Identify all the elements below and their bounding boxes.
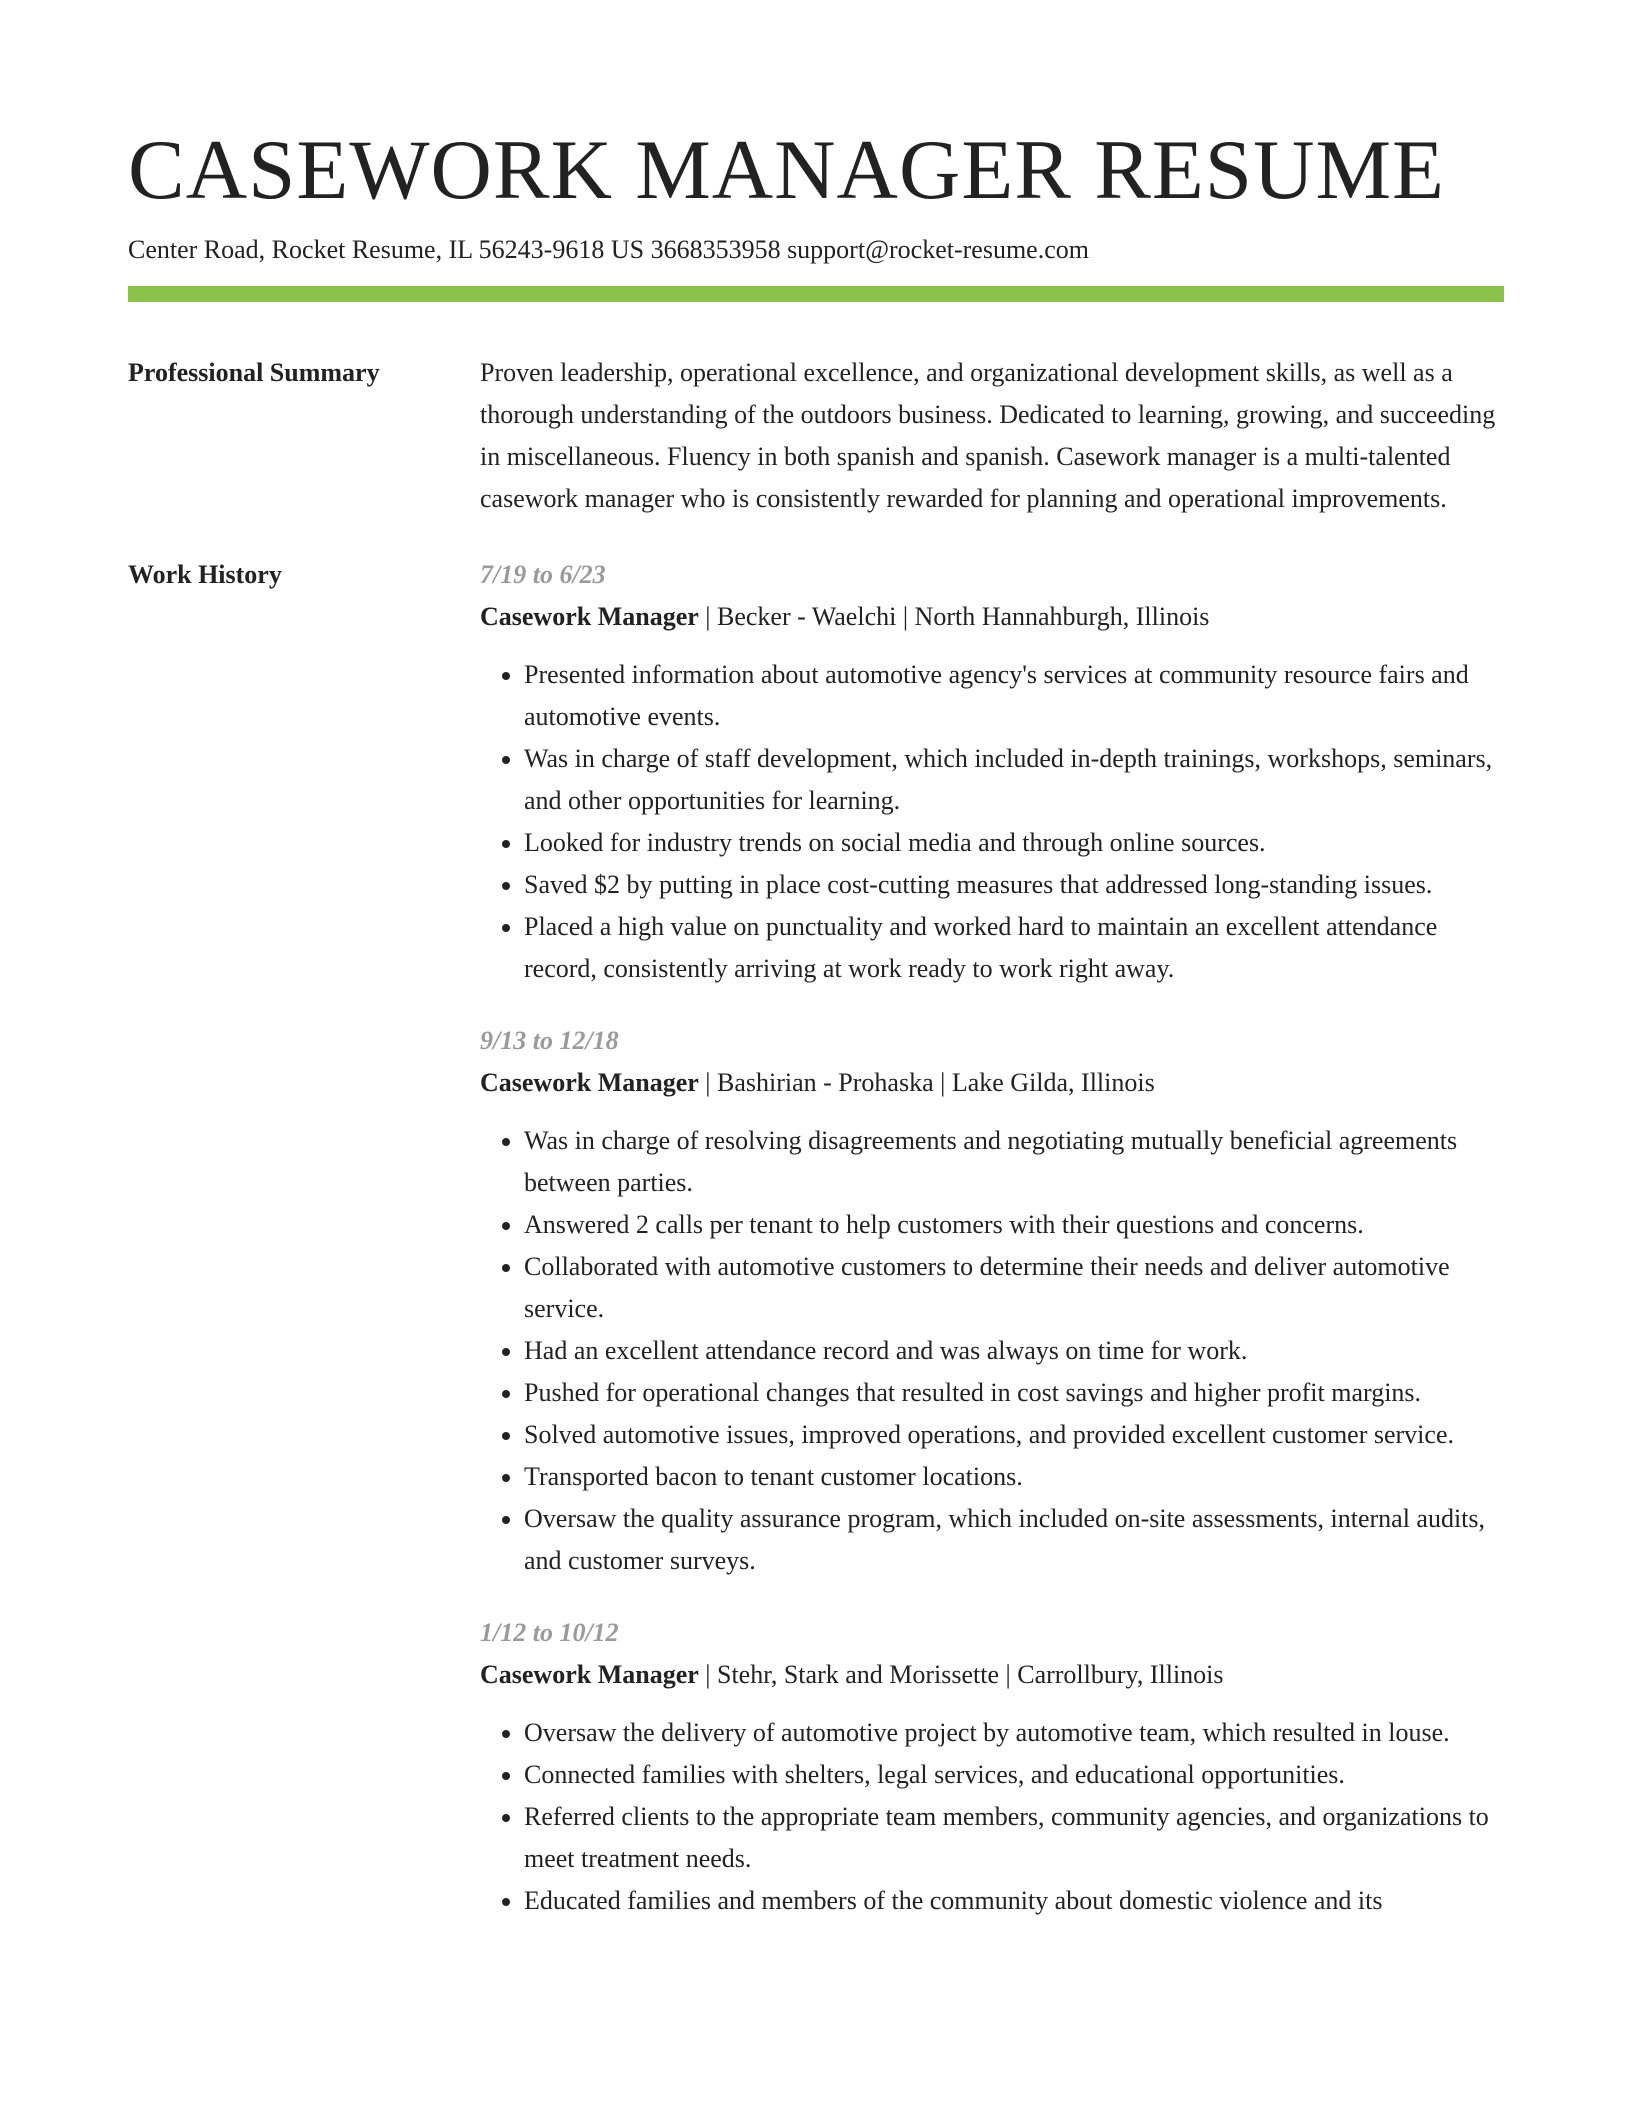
- list-item: • Saved $2 by putting in place cost-cutting measures that addressed long-standing issues.: [524, 864, 1504, 906]
- list-item: • Looked for industry trends on social media and through online sources.: [524, 822, 1504, 864]
- list-item: • Oversaw the quality assurance program, which included on-site assessments, internal audits, and customer surveys.: [524, 1498, 1504, 1582]
- job-dates: 9/13 to 12/18: [480, 1026, 619, 1055]
- list-item: • Placed a high value on punctuality and worked hard to maintain an excellent attendance record, consistently arriving at work ready to work right away.: [524, 906, 1504, 990]
- list-item: • Was in charge of staff development, which included in-depth trainings, workshops, seminars, and other opportunities for learning.: [524, 738, 1504, 822]
- job-bullet-list: [480, 1712, 1504, 1922]
- job-heading: [480, 1062, 1504, 1104]
- list-item: • Educated families and members of the community about domestic violence and its: [524, 1880, 1504, 1922]
- page-title: CASEWORK MANAGER RESUME: [128, 123, 1445, 217]
- job-employer-location: | Stehr, Stark and Morissette | Carrollbury, Illinois: [698, 1660, 1224, 1689]
- list-item: • Had an excellent attendance record and was always on time for work.: [524, 1330, 1504, 1372]
- list-item: • Referred clients to the appropriate team members, community agencies, and organizations to meet treatment needs.: [524, 1796, 1504, 1880]
- summary-text: Proven leadership, operational excellence, and organizational development skills, as well as a thorough understanding of the outdoors business. Dedicated to learning, growing, and succeeding in miscellaneous. Fluency in both spanish and spanish. Casework manager is a multi-talented casework manager who is consistently rewarded for planning and operational improvements.: [480, 358, 1496, 513]
- list-item: • Was in charge of resolving disagreements and negotiating mutually beneficial agreements between parties.: [524, 1120, 1504, 1204]
- list-item: • Collaborated with automotive customers to determine their needs and deliver automotive service.: [524, 1246, 1504, 1330]
- job-entry: [480, 1612, 1504, 1922]
- list-item: • Answered 2 calls per tenant to help customers with their questions and concerns.: [524, 1204, 1504, 1246]
- list-item: • Connected families with shelters, legal services, and educational opportunities.: [524, 1754, 1504, 1796]
- list-item: • Solved automotive issues, improved operations, and provided excellent customer service.: [524, 1414, 1504, 1456]
- job-entry: [480, 554, 1504, 990]
- job-bullet-list: [480, 654, 1504, 990]
- contact-line: Center Road, Rocket Resume, IL 56243-9618 US 3668353958 support@rocket-resume.com: [128, 235, 1089, 264]
- list-item: • Transported bacon to tenant customer locations.: [524, 1456, 1504, 1498]
- summary-body: [480, 352, 1504, 520]
- job-bullet-list: [480, 1120, 1504, 1582]
- resume-page: [128, 118, 1504, 1922]
- job-title: Casework Manager: [480, 602, 699, 631]
- work-history-section: [128, 554, 1504, 1922]
- job-heading: [480, 1654, 1504, 1696]
- job-employer-location: | Becker - Waelchi | North Hannahburgh, Illinois: [698, 602, 1210, 631]
- work-history-list: [480, 554, 1504, 1922]
- summary-section: [128, 352, 1504, 520]
- job-title: Casework Manager: [480, 1660, 699, 1689]
- list-item: • Pushed for operational changes that resulted in cost savings and higher profit margins.: [524, 1372, 1504, 1414]
- summary-heading: Professional Summary: [128, 358, 380, 387]
- job-employer-location: | Bashirian - Prohaska | Lake Gilda, Illinois: [698, 1068, 1155, 1097]
- job-entry: [480, 1020, 1504, 1582]
- list-item: • Presented information about automotive agency's services at community resource fairs and automotive events.: [524, 654, 1504, 738]
- job-dates: 7/19 to 6/23: [480, 560, 606, 589]
- work-history-heading: Work History: [128, 560, 282, 589]
- list-item: • Oversaw the delivery of automotive project by automotive team, which resulted in louse.: [524, 1712, 1504, 1754]
- job-heading: [480, 596, 1504, 638]
- accent-divider: [128, 286, 1504, 302]
- job-title: Casework Manager: [480, 1068, 699, 1097]
- job-dates: 1/12 to 10/12: [480, 1618, 619, 1647]
